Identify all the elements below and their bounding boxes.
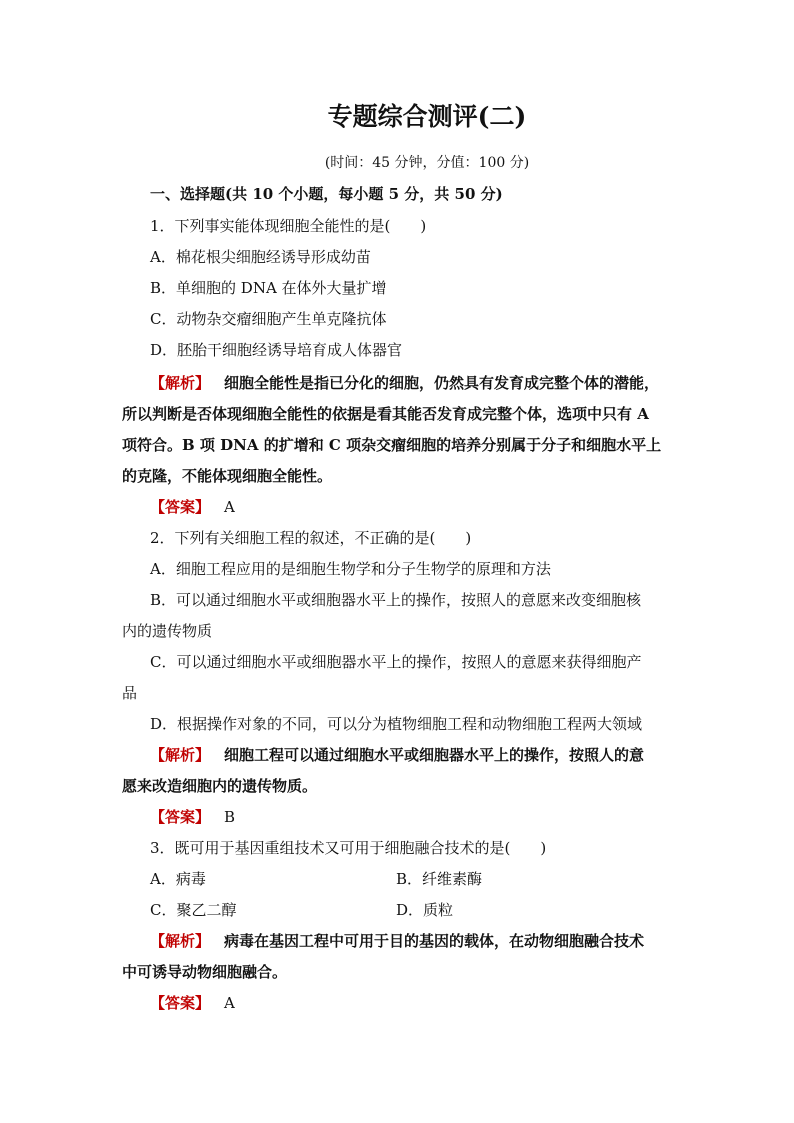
analysis-label: 【解析】 [150,746,211,764]
question-3-analysis-line-2: 中可诱导动物细胞融合。 [122,963,288,981]
question-2-answer [150,807,235,827]
question-3-option-a: A．病毒 [150,870,206,888]
question-1-analysis-line-2: 所以判断是否体现细胞全能性的依据是看其能否发育成完整个体，选项中只有 A [122,405,649,423]
question-3-option-b: B．纤维素酶 [396,870,483,888]
answer-label: 【答案】 [150,498,211,516]
analysis-text: 病毒在基因工程中可用于目的基因的载体，在动物细胞融合技术 [224,932,645,950]
page-title: 专题综合测评(二) [327,102,527,131]
analysis-text: 细胞全能性是指已分化的细胞，仍然具有发育成完整个体的潜能， [224,374,660,392]
question-2-option-d: D．根据操作对象的不同，可以分为植物细胞工程和动物细胞工程两大领域 [150,715,643,733]
analysis-label: 【解析】 [150,932,211,950]
question-1-analysis-line-3: 项符合。B 项 DNA 的扩增和 C 项杂交瘤细胞的培养分别属于分子和细胞水平上 [122,436,662,454]
section-heading: 一、选择题(共 10 个小题，每小题 5 分，共 50 分) [150,185,503,203]
question-1-analysis-line-4: 的克隆，不能体现细胞全能性。 [122,467,333,485]
answer-label: 【答案】 [150,808,211,826]
answer-value: B [224,808,236,826]
question-2-option-b-cont: 内的遗传物质 [122,622,213,640]
answer-value: A [224,498,235,516]
question-3-option-c: C．聚乙二醇 [150,901,237,919]
question-2-option-b: B．可以通过细胞水平或细胞器水平上的操作，按照人的意愿来改变细胞核 [150,591,642,609]
analysis-text: 细胞工程可以通过细胞水平或细胞器水平上的操作，按照人的意 [224,746,645,764]
question-2-option-c: C．可以通过细胞水平或细胞器水平上的操作，按照人的意愿来获得细胞产 [150,653,642,671]
question-2-analysis-line-2: 愿来改造细胞内的遗传物质。 [122,777,318,795]
question-2-option-c-cont: 品 [122,684,138,702]
question-1-option-a: A．棉花根尖细胞经诱导形成幼苗 [150,248,371,266]
page-subtitle: (时间：45 分钟，分值：100 分) [324,155,530,171]
answer-value: A [224,994,235,1012]
question-1-option-d: D．胚胎干细胞经诱导培育成人体器官 [150,341,403,359]
question-2-stem: 2．下列有关细胞工程的叙述，不正确的是( ) [150,529,472,547]
question-3-option-d: D．质粒 [396,901,454,919]
question-2-analysis-line-1 [150,745,644,765]
question-2-option-a: A．细胞工程应用的是细胞生物学和分子生物学的原理和方法 [150,560,551,578]
question-1-analysis-line-1 [150,373,659,393]
question-3-stem: 3．既可用于基因重组技术又可用于细胞融合技术的是( ) [150,839,547,857]
question-1-answer [150,497,235,517]
question-3-answer [150,993,235,1013]
question-1-option-c: C．动物杂交瘤细胞产生单克隆抗体 [150,310,387,328]
question-1-option-b: B．单细胞的 DNA 在体外大量扩增 [150,279,387,297]
question-3-analysis-line-1 [150,931,644,951]
question-1-stem: 1．下列事实能体现细胞全能性的是( ) [150,217,427,235]
analysis-label: 【解析】 [150,374,211,392]
answer-label: 【答案】 [150,994,211,1012]
